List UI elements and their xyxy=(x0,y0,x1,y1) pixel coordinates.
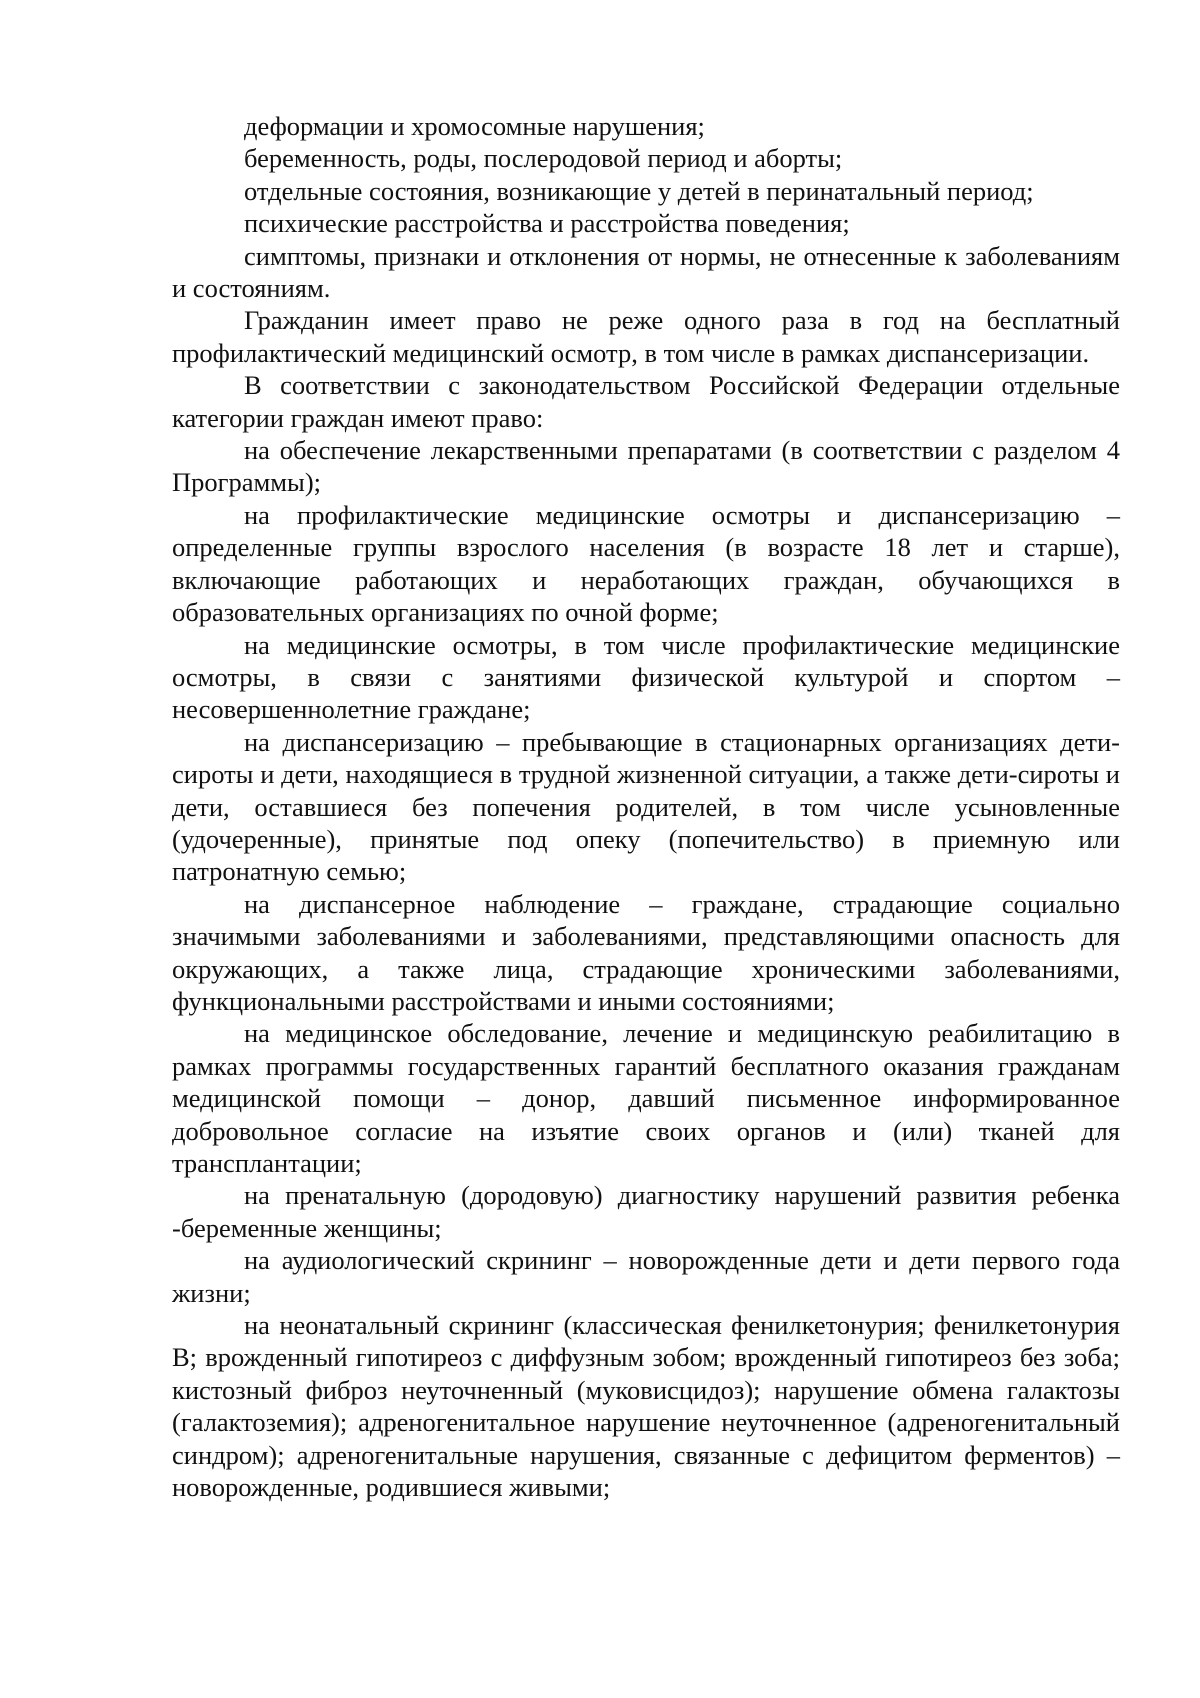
paragraph: беременность, роды, послеродовой период и аборты; xyxy=(244,143,843,174)
paragraph: симптомы, признаки и отклонения от нормы, не отнесенные к заболеваниям и состояниям. xyxy=(172,240,1120,304)
paragraph: на медицинские осмотры, в том числе профилактические медицинские осмотры, в связи с занятиями физической культурой и спортом – несовершеннолетние граждане; xyxy=(172,629,1120,725)
paragraph: на диспансеризацию – пребывающие в стационарных организациях дети-сироты и дети, находящиеся в трудной жизненной ситуации, а также дети-сироты и дети, оставшиеся без попечения родителей, в том числе усыновленные (удочеренные), принятые под опеку (попечительство) в приемную или патронатную семью; xyxy=(172,726,1120,887)
paragraph: В соответствии с законодательством Российской Федерации отдельные категории граждан имеют право: xyxy=(172,370,1120,433)
paragraph: деформации и хромосомные нарушения; xyxy=(244,111,705,141)
paragraph: на аудиологический скрининг – новорожденные дети и дети первого года жизни; xyxy=(172,1245,1120,1308)
paragraph: на профилактические медицинские осмотры и диспансеризацию – определенные группы взрослого населения (в возрасте 18 лет и старше), включающие работающих и неработающих граждан, обучающихся в образовательных организациях по очной форме; xyxy=(172,499,1120,628)
paragraph: психические расстройства и расстройства поведения; xyxy=(244,208,850,239)
paragraph: на диспансерное наблюдение – граждане, страдающие социально значимыми заболеваниями и заболеваниями, представляющими опасность для окружающих, а также лица, страдающие хроническими заболеваниями, функциональными расстройствами и иными состояниями; xyxy=(172,888,1120,1016)
paragraph: на неонатальный скрининг (классическая фенилкетонурия; фенилкетонурия B; врожденный гипотиреоз с диффузным зобом; врожденный гипотиреоз без зоба; кистозный фиброз неуточненный (муковисцидоз); нарушение обмена галактозы (галактоземия); адреногенитальное нарушение неуточненное (адреногенитальный синдром); адреногенитальные нарушения, связанные с дефицитом ферментов) – новорожденные, родившиеся живыми; xyxy=(172,1310,1120,1503)
document-page xyxy=(172,110,1120,1503)
paragraph: на медицинское обследование, лечение и медицинскую реабилитацию в рамках программы государственных гарантий бесплатного оказания гражданам медицинской помощи – донор, давший письменное информированное добровольное согласие на изъятие своих органов и (или) тканей для трансплантации; xyxy=(172,1018,1120,1178)
paragraph: Гражданин имеет право не реже одного раза в год на бесплатный профилактический медицинский осмотр, в том числе в рамках диспансеризации. xyxy=(172,305,1120,368)
paragraph: на обеспечение лекарственными препаратами (в соответствии с разделом 4 Программы); xyxy=(172,435,1120,498)
paragraph: отдельные состояния, возникающие у детей в перинатальный период; xyxy=(244,175,1034,206)
paragraph: на пренатальную (дородовую) диагностику нарушений развития ребенка -беременные женщины; xyxy=(172,1180,1120,1243)
